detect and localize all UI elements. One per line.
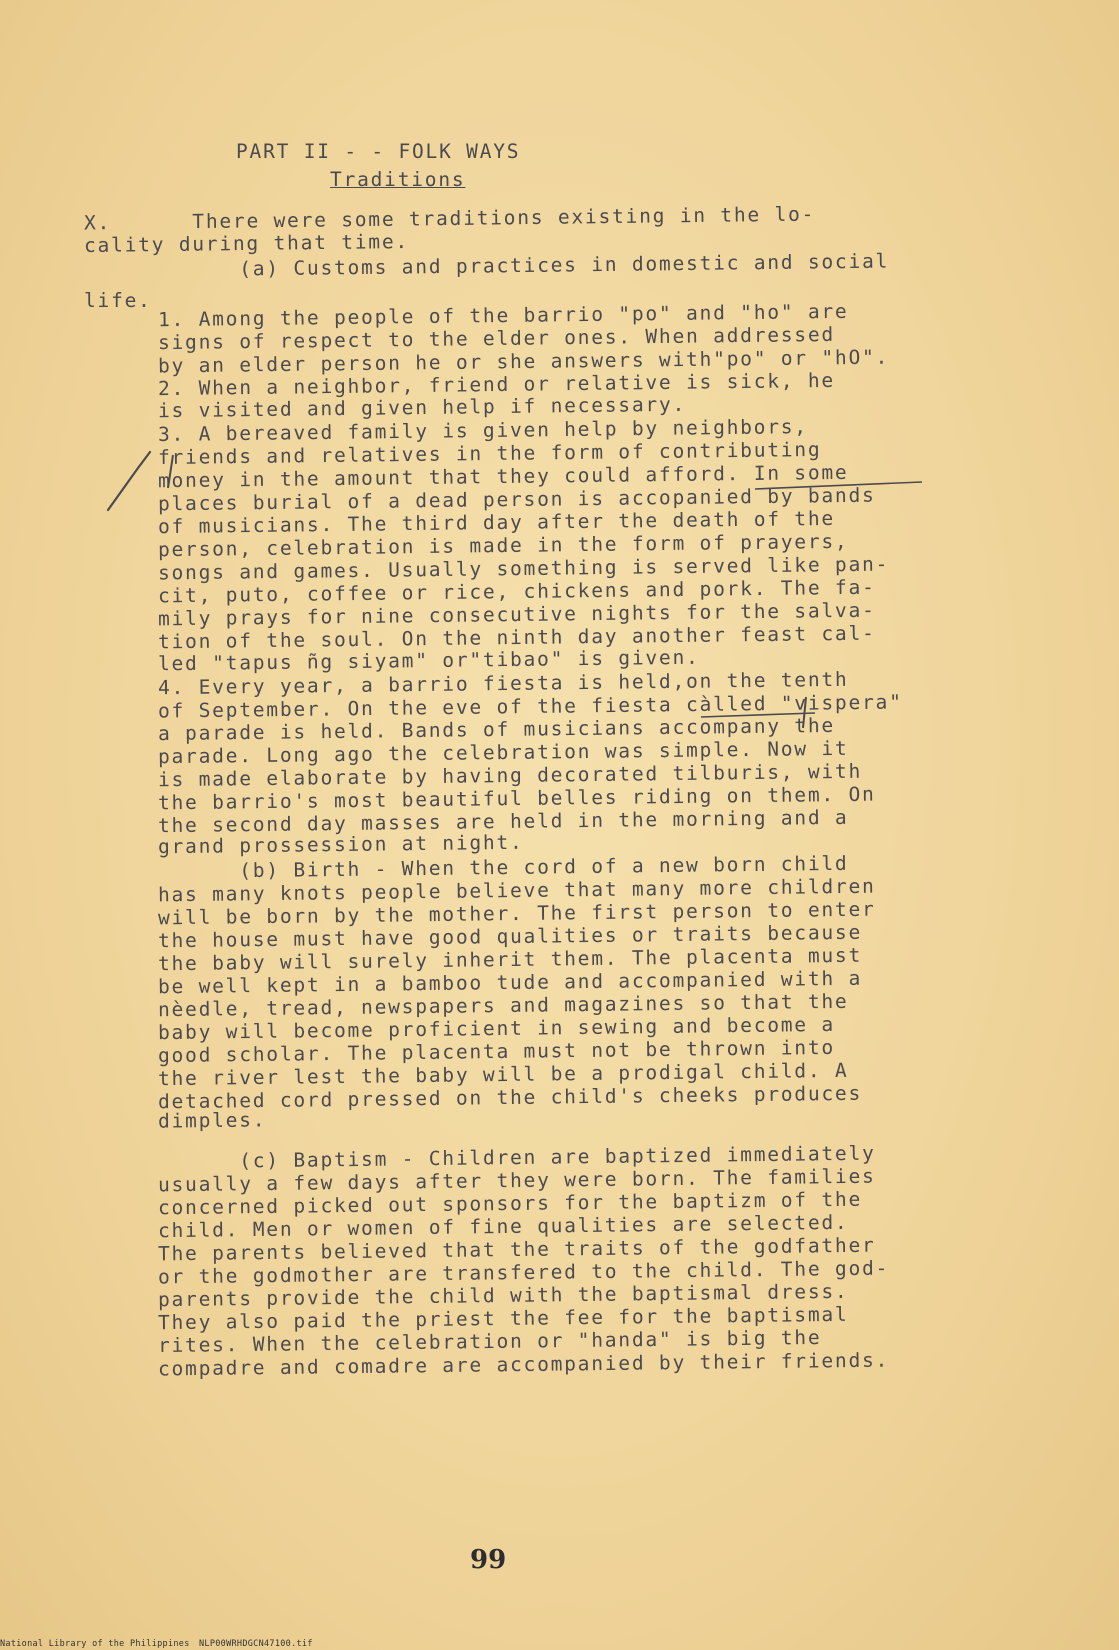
text-line: person, celebration is made in the form of prayers, <box>157 529 849 562</box>
text-line: The parents believed that the traits of the godfather <box>157 1233 876 1266</box>
text-line: good scholar. The placenta must not be thrown into <box>157 1035 836 1068</box>
text-line: (c) Baptism - Children are baptized immediately <box>157 1141 876 1174</box>
footer-file: NLP00WRHDGCN47100.tif <box>199 1639 313 1649</box>
text-line: compadre and comadre are accompanied by their friends. <box>157 1348 890 1381</box>
text-line: by an elder person he or she answers with"po" or "hO". <box>157 345 890 378</box>
text-line: nèedle, tread, newspapers and magazines so that the <box>157 989 849 1022</box>
text-line: grand prossession at night. <box>157 830 524 859</box>
text-line: a parade is held. Bands of musicians accompany the <box>157 713 836 746</box>
text-line: is visited and given help if necessary. <box>157 392 687 423</box>
text-line: parents provide the child with the baptismal dress. <box>157 1279 849 1312</box>
text-line: concerned picked out sponsors for the baptizm of the <box>157 1187 863 1220</box>
text-line: life. <box>84 289 152 312</box>
text-line: parade. Long ago the celebration was simple. Now it <box>157 736 849 769</box>
text-line: 1. Among the people of the barrio "po" and "ho" are <box>157 299 849 332</box>
text-line: dimples. <box>157 1108 267 1133</box>
text-line: detached cord pressed on the child's cheeks produces <box>157 1081 863 1114</box>
text-line: money in the amount that they could afford. In some <box>157 460 849 493</box>
text-line: will be born by the mother. The first person to enter <box>157 897 876 930</box>
text-line: or the godmother are transfered to the child. The god- <box>157 1256 890 1289</box>
text-line: (b) Birth - When the cord of a new born child <box>157 851 849 884</box>
text-line: X. There were some traditions existing in the lo- <box>83 202 816 235</box>
text-line: has many knots people believe that many more children <box>157 874 876 907</box>
text-line: baby will become proficient in sewing and become a <box>157 1012 836 1045</box>
text-line: rites. When the celebration or "handa" is big the <box>157 1325 822 1358</box>
text-line: mily prays for nine consecutive nights for the salva- <box>157 598 876 631</box>
footer-source: National Library of the Philippines <box>0 1639 190 1649</box>
text-line: the second day masses are held in the morning and a <box>157 805 849 838</box>
text-line: 2. When a neighbor, friend or relative is sick, he <box>157 368 836 401</box>
text-line: They also paid the priest the fee for the baptismal <box>157 1302 849 1335</box>
text-line: child. Men or women of fine qualities are selected. <box>157 1210 849 1243</box>
text-line: 4. Every year, a barrio fiesta is held,on the tenth <box>157 667 849 700</box>
text-line: the baby will surely inherit them. The placenta must <box>157 943 863 976</box>
text-line: is made elaborate by having decorated tilburis, with <box>157 759 863 792</box>
text-line: places burial of a dead person is accopanied by bands <box>157 483 876 516</box>
text-line: (a) Customs and practices in domestic and social <box>157 249 890 282</box>
text-line: the river lest the baby will be a prodigal child. A <box>157 1058 849 1091</box>
text-line: be well kept in a bamboo tude and accompanied with a <box>157 966 863 999</box>
text-line: led "tapus ñg siyam" or"tibao" is given. <box>157 645 700 676</box>
text-line: cality during that time. <box>83 230 410 257</box>
text-line: 3. A bereaved family is given help by neighbors, <box>157 415 809 446</box>
text-line: of September. On the eve of the fiesta càlled "vispera" <box>157 690 903 723</box>
page-number: 99 <box>470 1545 507 1575</box>
text-line: cit, puto, coffee or rice, chickens and pork. The fa- <box>157 575 876 608</box>
text-line: tion of the soul. On the ninth day another feast cal- <box>157 621 876 654</box>
text-line: friends and relatives in the form of contributing <box>157 437 822 470</box>
text-line: the barrio's most beautiful belles riding on them. On <box>157 782 876 815</box>
text-line: usually a few days after they were born. The families <box>157 1164 876 1197</box>
check-mark-icon <box>108 452 150 510</box>
text-line: the house must have good qualities or traits because <box>157 920 863 953</box>
text-line: of musicians. The third day after the death of the <box>157 506 836 539</box>
text-line: signs of respect to the elder ones. When addressed <box>157 322 836 355</box>
section-heading: Traditions <box>330 168 466 191</box>
text-line: songs and games. Usually something is served like pan- <box>157 552 890 585</box>
part-heading: PART II - - FOLK WAYS <box>236 140 521 163</box>
